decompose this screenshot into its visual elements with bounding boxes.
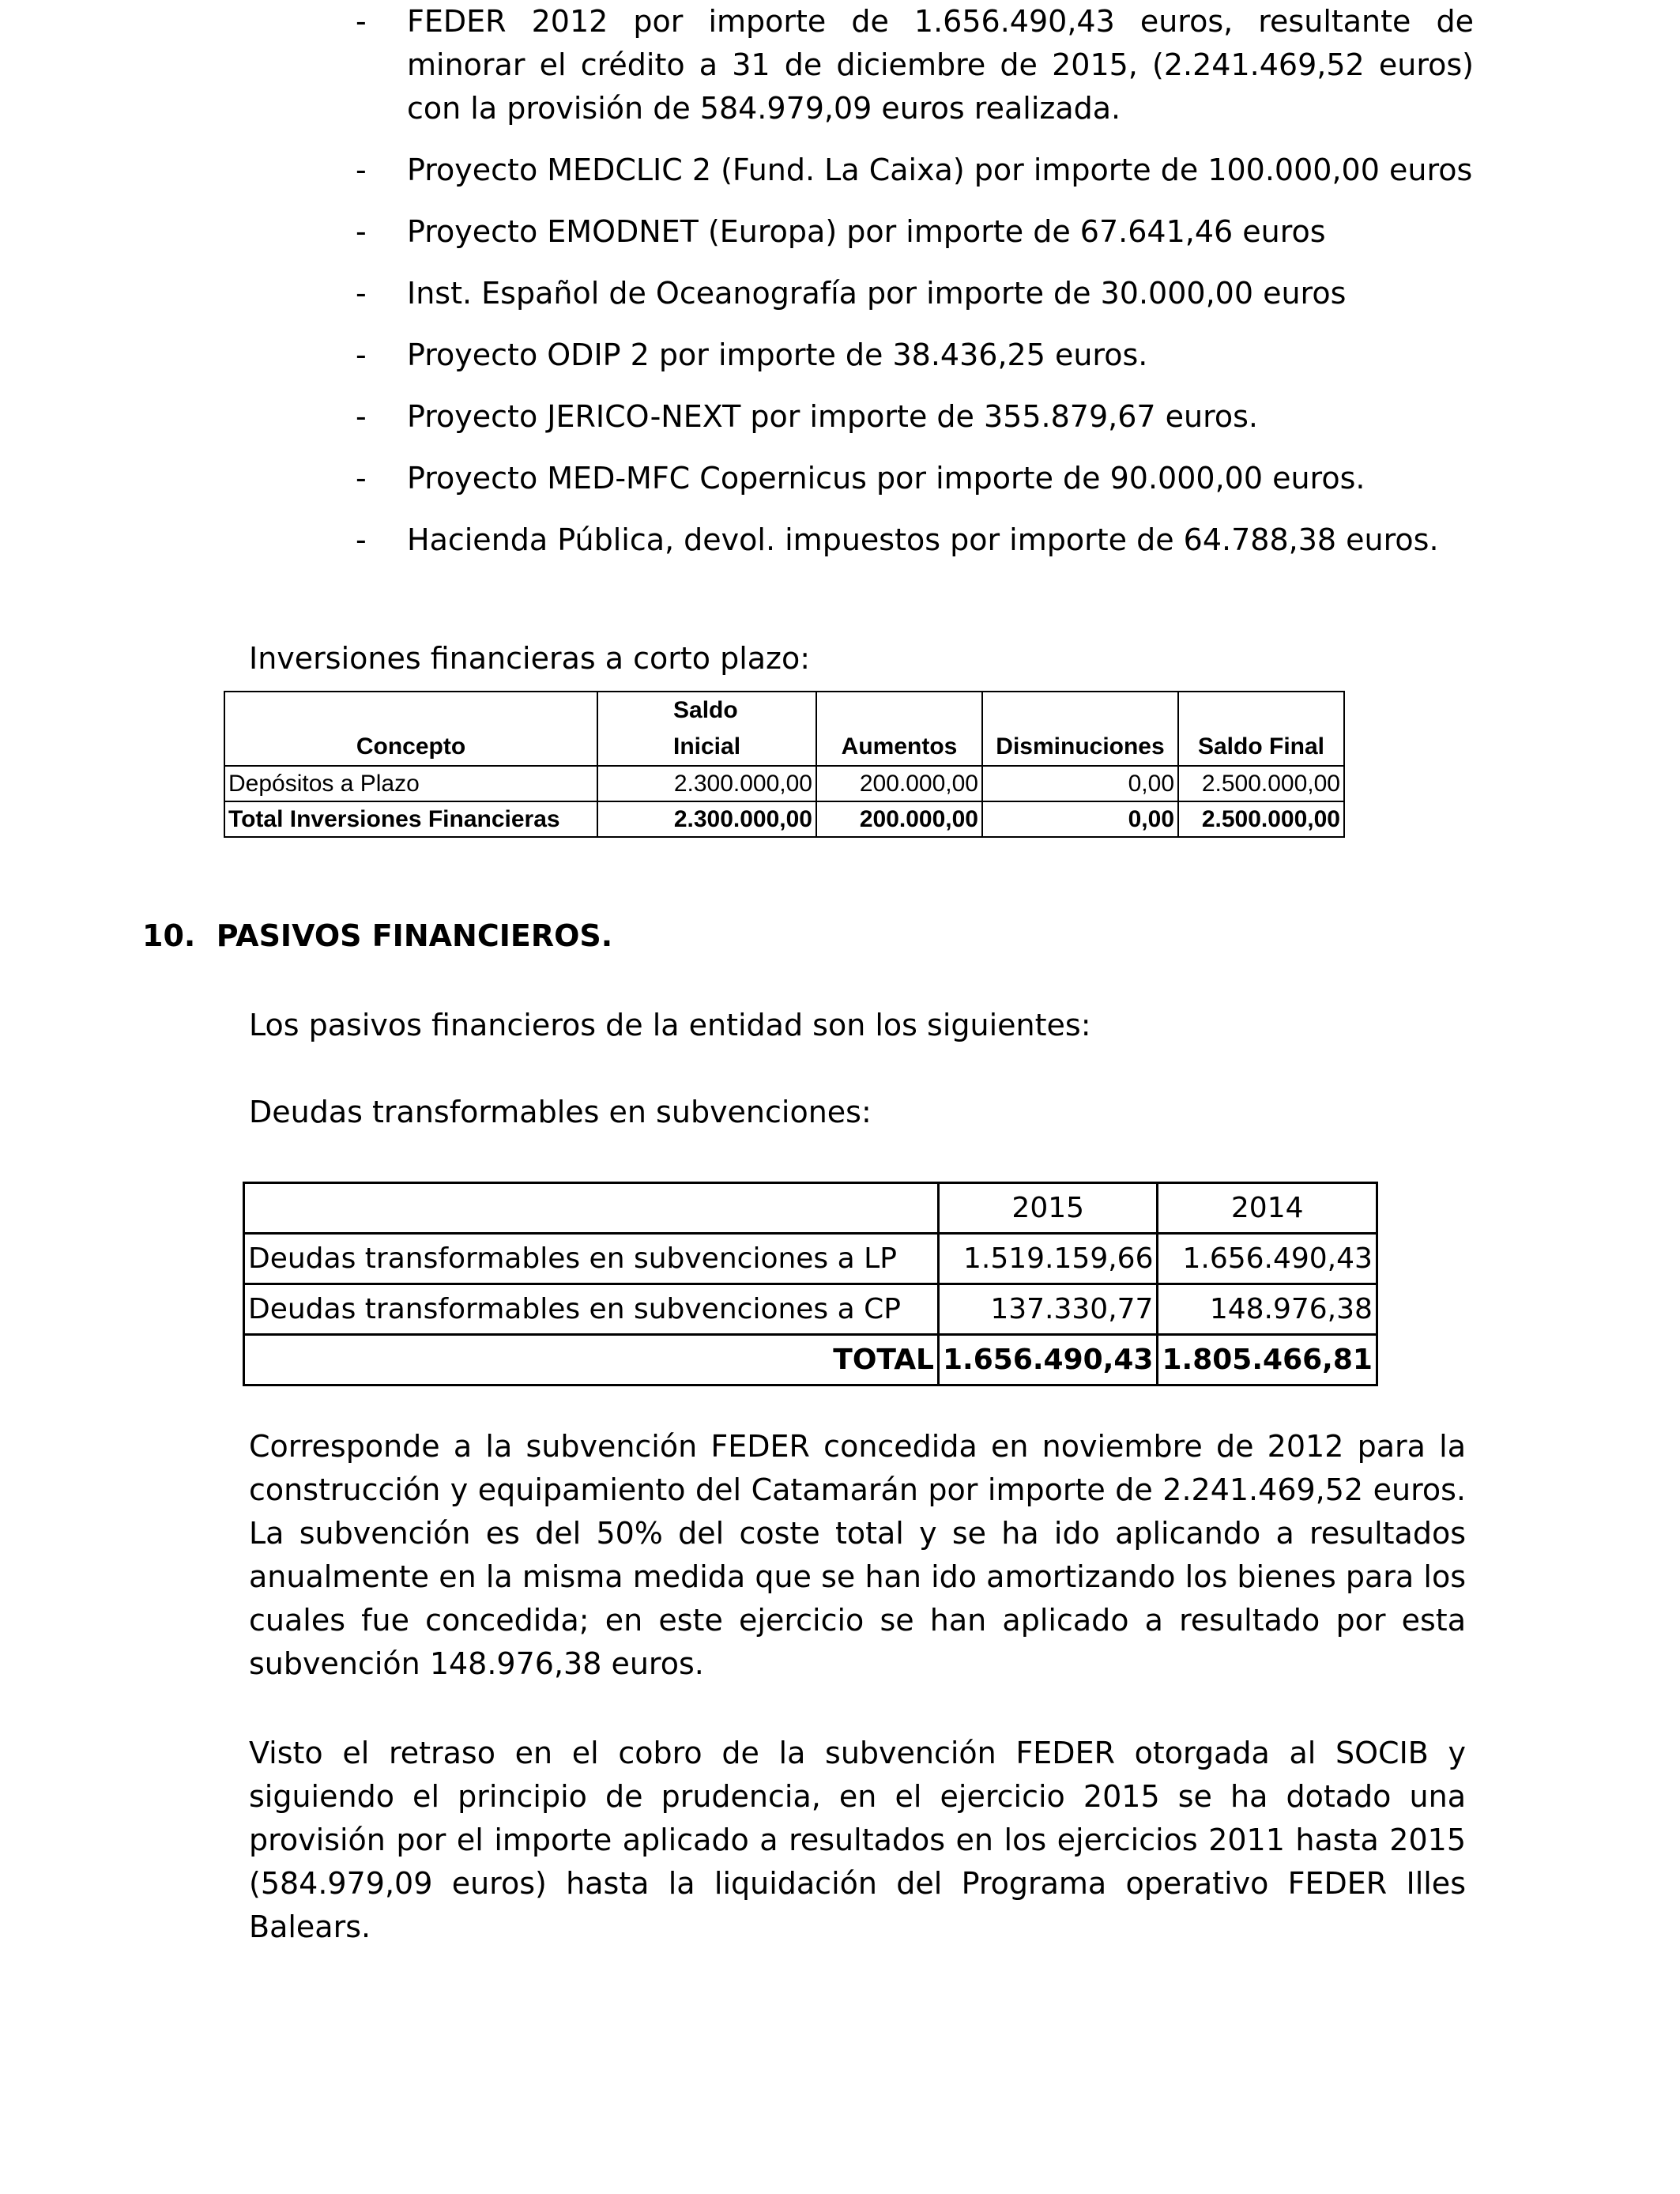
col-header-saldo-final: Saldo Final bbox=[1178, 692, 1344, 766]
cell-label: Deudas transformables en subvenciones a CP bbox=[244, 1284, 939, 1335]
section-title: PASIVOS FINANCIEROS. bbox=[216, 918, 613, 953]
bullet-text: Proyecto ODIP 2 por importe de 38.436,25 euros. bbox=[407, 337, 1148, 372]
col-header-saldo-inicial-line1: Saldo bbox=[673, 697, 738, 723]
cell-2015: 1.519.159,66 bbox=[939, 1234, 1158, 1284]
cell-disminuciones: 0,00 bbox=[982, 766, 1178, 801]
bullet-item bbox=[352, 149, 1474, 192]
bullet-item bbox=[352, 272, 1474, 315]
col-header-saldo-inicial bbox=[597, 692, 816, 766]
cell-disminuciones: 0,00 bbox=[982, 801, 1178, 837]
cell-label: Deudas transformables en subvenciones a LP bbox=[244, 1234, 939, 1284]
bullet-dash: - bbox=[356, 214, 367, 249]
cell-saldo-inicial: 2.300.000,00 bbox=[597, 801, 816, 837]
bullet-dash: - bbox=[356, 399, 367, 434]
cell-saldo-final: 2.500.000,00 bbox=[1178, 801, 1344, 837]
bullet-text: FEDER 2012 por importe de 1.656.490,43 euros, resultante de minorar el crédito a 31 de diciembre de 2015, (2.241.469,52 euros) con la provisión de 584.979,09 euros realizada. bbox=[407, 4, 1474, 126]
bullet-list bbox=[352, 0, 1474, 562]
cell-saldo-final: 2.500.000,00 bbox=[1178, 766, 1344, 801]
bullet-dash: - bbox=[356, 522, 367, 557]
bullet-item bbox=[352, 457, 1474, 500]
cell-concepto: Total Inversiones Financieras bbox=[224, 801, 597, 837]
cell-total-2015: 1.656.490,43 bbox=[939, 1335, 1158, 1385]
col-header-2014: 2014 bbox=[1158, 1183, 1377, 1234]
table-header-row bbox=[224, 692, 1344, 766]
inversiones-label: Inversiones financieras a corto plazo: bbox=[249, 641, 811, 676]
col-header-aumentos: Aumentos bbox=[816, 692, 982, 766]
paragraph-provision: Visto el retraso en el cobro de la subvención FEDER otorgada al SOCIB y siguiendo el principio de prudencia, en el ejercicio 2015 se ha dotado una provisión por el importe aplicado a resultados en los ejercicios 2011 hasta 2015 (584.979,09 euros) hasta la liquidación del Programa operativo FEDER Illes Balears. bbox=[249, 1736, 1466, 1944]
col-header-disminuciones: Disminuciones bbox=[982, 692, 1178, 766]
bullet-item bbox=[352, 518, 1474, 562]
table-row bbox=[244, 1284, 1377, 1335]
section-heading bbox=[142, 918, 612, 953]
bullet-text: Inst. Español de Oceanografía por importe de 30.000,00 euros bbox=[407, 276, 1347, 311]
bullet-text: Proyecto JERICO-NEXT por importe de 355.879,67 euros. bbox=[407, 399, 1259, 434]
table-row bbox=[224, 766, 1344, 801]
bullet-dash: - bbox=[356, 153, 367, 187]
bullet-item bbox=[352, 210, 1474, 254]
bullet-text: Proyecto EMODNET (Europa) por importe de 67.641,46 euros bbox=[407, 214, 1326, 249]
cell-aumentos: 200.000,00 bbox=[816, 801, 982, 837]
table-row bbox=[244, 1234, 1377, 1284]
header-blank bbox=[244, 1183, 939, 1234]
cell-2015: 137.330,77 bbox=[939, 1284, 1158, 1335]
cell-concepto: Depósitos a Plazo bbox=[224, 766, 597, 801]
col-header-saldo-inicial-line2: Inicial bbox=[673, 733, 741, 760]
section-number: 10. bbox=[142, 918, 196, 953]
table-header-row bbox=[244, 1183, 1377, 1234]
section-intro: Los pasivos financieros de la entidad son los siguientes: bbox=[249, 1008, 1091, 1042]
paragraph-feder-subvencion: Corresponde a la subvención FEDER concedida en noviembre de 2012 para la construcción y equipamiento del Catamarán por importe de 2.241.469,52 euros. La subvención es del 50% del coste total y se ha ido aplicando a resultados anualmente en la misma medida que se han ido amortizando los bienes para los cuales fue concedida; en este ejercicio se han aplicado a resultado por esta subvención 148.976,38 euros. bbox=[249, 1429, 1466, 1681]
cell-2014: 148.976,38 bbox=[1158, 1284, 1377, 1335]
bullet-text: Hacienda Pública, devol. impuestos por importe de 64.788,38 euros. bbox=[407, 522, 1439, 557]
bullet-dash: - bbox=[356, 337, 367, 372]
cell-2014: 1.656.490,43 bbox=[1158, 1234, 1377, 1284]
bullet-item bbox=[352, 395, 1474, 439]
inversiones-table bbox=[224, 691, 1345, 838]
deudas-table bbox=[243, 1182, 1378, 1386]
cell-saldo-inicial: 2.300.000,00 bbox=[597, 766, 816, 801]
bullet-text: Proyecto MED-MFC Copernicus por importe de 90.000,00 euros. bbox=[407, 461, 1365, 496]
cell-total-2014: 1.805.466,81 bbox=[1158, 1335, 1377, 1385]
bullet-text: Proyecto MEDCLIC 2 (Fund. La Caixa) por importe de 100.000,00 euros bbox=[407, 153, 1473, 187]
bullet-dash: - bbox=[356, 276, 367, 311]
table-total-row bbox=[244, 1335, 1377, 1385]
table-total-row bbox=[224, 801, 1344, 837]
bullet-dash: - bbox=[356, 461, 367, 496]
col-header-concepto: Concepto bbox=[224, 692, 597, 766]
cell-total-label: TOTAL bbox=[244, 1335, 939, 1385]
col-header-2015: 2015 bbox=[939, 1183, 1158, 1234]
bullet-item bbox=[352, 0, 1474, 130]
bullet-item bbox=[352, 334, 1474, 377]
bullet-dash: - bbox=[356, 4, 367, 39]
deudas-label: Deudas transformables en subvenciones: bbox=[249, 1095, 872, 1129]
cell-aumentos: 200.000,00 bbox=[816, 766, 982, 801]
